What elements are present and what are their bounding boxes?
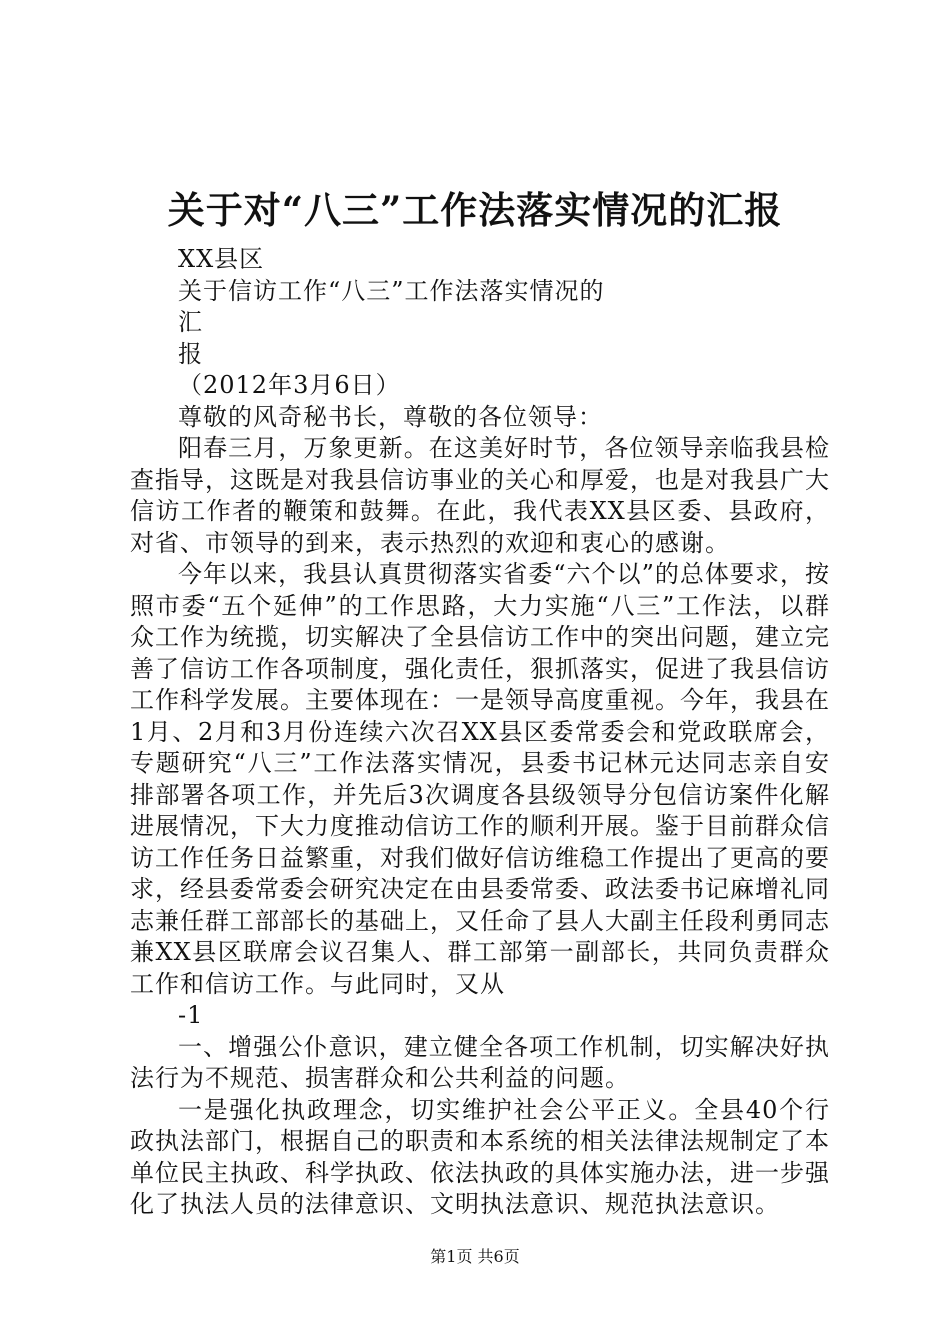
paragraph-overview: 今年以来，我县认真贯彻落实省委“六个以”的总体要求，按照市委“五个延伸”的工作思路，大力实施“八三”工作法，以群众工作为统揽，切实解决了全县信访工作中的突出问题，建立完善了信访工作各项制度，强化责任，狠抓落实，促进了我县信访工作科学发展。主要体现在：一是领导高度重视。今年，我县在1月、2月和3月份连续六次召XX县区委常委会和党政联席会，专题研究“八三”工作法落实情况，县委书记林元达同志亲自安排部署各项工作，并先后3次调度各县级领导分包信访案件化解进展情况，下大力度推动信访工作的顺利开展。鉴于目前群众信访工作任务日益繁重，对我们做好信访维稳工作提出了更高的要求，经县委常委会研究决定在由县委常委、政法委书记麻增礼同志兼任群工部部长的基础上，又任命了县人大副主任段利勇同志兼XX县区联席会议召集人、群工部第一副部长，共同负责群众工作和信访工作。与此同时，又从	[130, 560, 830, 998]
header-line-subject: 关于信访工作“八三”工作法落实情况的	[178, 276, 605, 305]
page-marker: -1	[178, 1001, 204, 1029]
document-body	[130, 244, 830, 1221]
header-line-hui: 汇	[178, 308, 203, 336]
document-title: 关于对“八三”工作法落实情况的汇报	[167, 188, 783, 232]
header-line-date: （2012年3月6日）	[178, 371, 401, 399]
header-line-county: XX县区	[178, 245, 265, 273]
paragraph-point-one: 一是强化执政理念，切实维护社会公平正义。全县40个行政执法部门，根据自己的职责和本系统的相关法律法规制定了本单位民主执政、科学执政、依法执政的具体实施办法，进一步强化了执法人员的法律意识、文明执法意识、规范执法意识。	[130, 1095, 830, 1218]
page-footer: 第1页 共6页	[430, 1247, 520, 1266]
paragraph-welcome: 阳春三月，万象更新。在这美好时节，各位领导亲临我县检查指导，这既是对我县信访事业的关心和厚爱，也是对我县广大信访工作者的鞭策和鼓舞。在此，我代表XX县区委、县政府，对省、市领导的到来，表示热烈的欢迎和衷心的感谢。	[130, 434, 830, 557]
paragraph-section-one: 一、增强公仆意识，建立健全各项工作机制，切实解决好执法行为不规范、损害群众和公共利益的问题。	[130, 1032, 830, 1092]
header-line-bao: 报	[178, 339, 203, 368]
salutation: 尊敬的风奇秘书长，尊敬的各位领导：	[178, 402, 603, 431]
